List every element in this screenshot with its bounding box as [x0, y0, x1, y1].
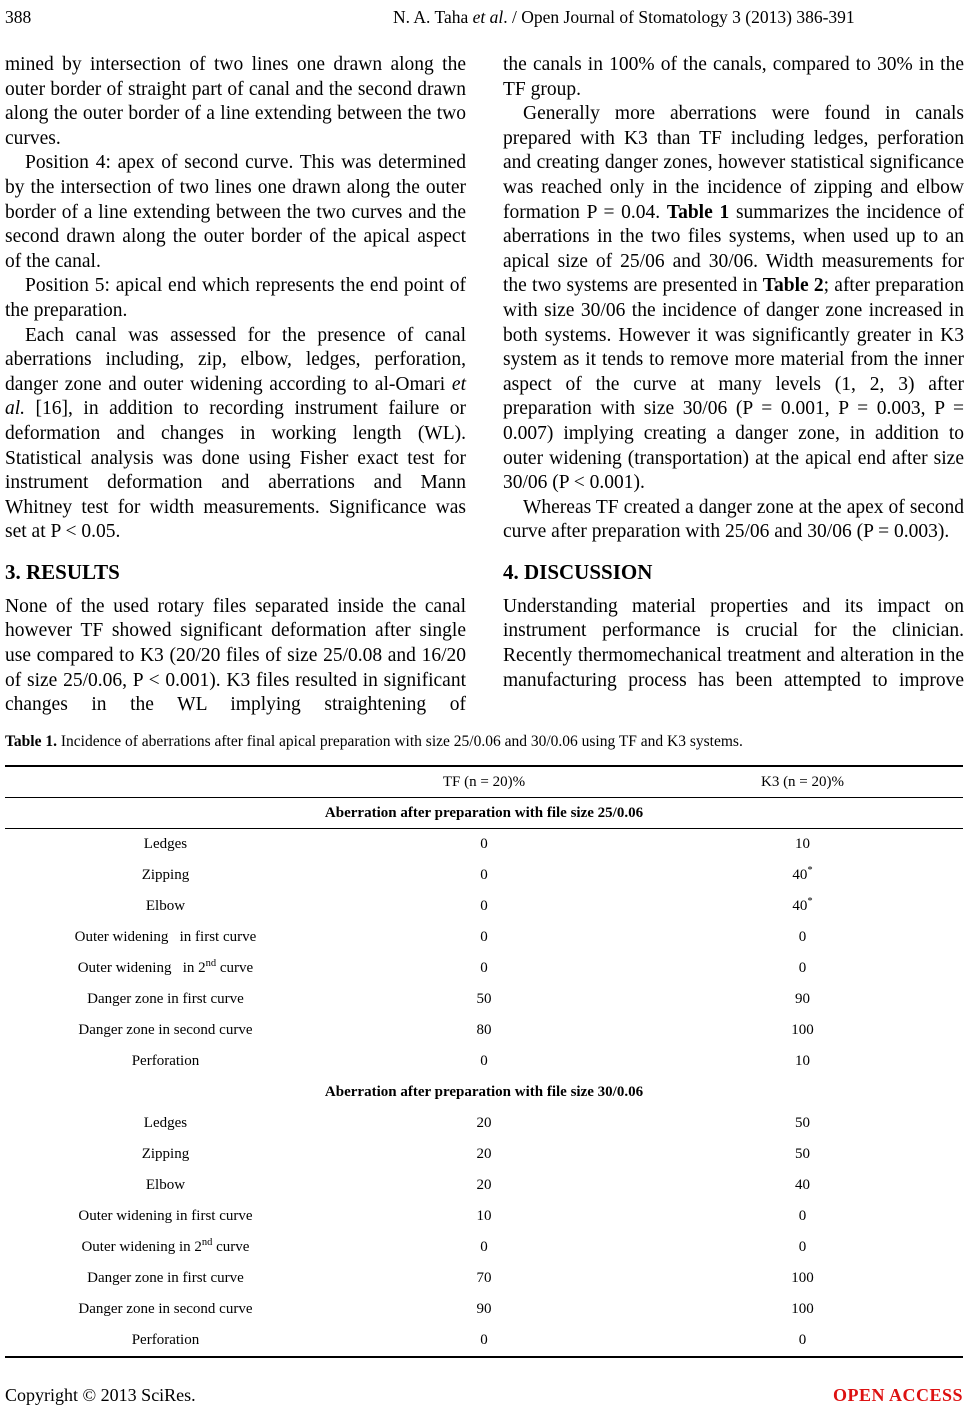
table-row: [5, 953, 963, 984]
k3-value: 0: [798, 1239, 807, 1255]
row-label: Zipping: [141, 867, 190, 883]
right-column: [503, 53, 964, 718]
table-row: [5, 984, 963, 1015]
tf-value: 0: [480, 898, 488, 914]
k3-value: 10: [795, 1053, 810, 1069]
paragraph: mined by intersection of two lines one drawn along the outer border of straight part of canal and the second drawn along the outer border of a line extending between the two curves.: [5, 54, 466, 149]
column-header-tf: TF (n = 20)%: [442, 773, 526, 790]
table-section-header-30: Aberration after preparation with file size 30/0.06: [324, 1084, 644, 1100]
paragraph: None of the used rotary files separated inside the canal however TF showed significant deformation after single use compared to K3 (20/20 files of size 25/0.08 and 16/20 of size 25/0.06, P < 0.001). K3 files resulted in significant changes in the WL implying straightening of: [5, 595, 466, 716]
table-1: [5, 765, 963, 1358]
k3-value: 100: [791, 1270, 814, 1286]
paragraph: the canals in 100% of the canals, compared to 30% in the TF group.: [503, 54, 964, 100]
page-number: 388: [5, 7, 32, 27]
row-label: Danger zone in second curve: [78, 1022, 253, 1038]
k3-value: 0: [798, 1208, 807, 1224]
k3-value: 0: [798, 960, 807, 976]
row-label: Danger zone in first curve: [87, 1270, 244, 1286]
copyright-notice: Copyright © 2013 SciRes.: [5, 1385, 196, 1405]
paragraph-text: ; after preparation with size 30/06 the incidence of danger zone increased in both systems. However it was significantly greater in K3 system as it tends to remove more material from the inner aspect of the curve at many levels (1, 2, 3) after preparation with size 30/06 (P = 0.001, P = 0.003, P = 0.007) implying creating a danger zone, in addition to outer widening (transportation) at the apical end after size 30/06 (P < 0.001).: [503, 275, 965, 494]
table1-reference: Table 1: [666, 201, 730, 223]
tf-value: 50: [476, 991, 492, 1007]
row-label: Ledges: [143, 836, 188, 852]
paragraph: Position 5: apical end which represents the end point of the preparation.: [5, 275, 466, 321]
table-row: [5, 1294, 963, 1325]
row-label: Outer widening in first curve: [78, 1208, 253, 1224]
running-head: [5, 7, 964, 31]
open-access-label: OPEN ACCESS: [832, 1385, 963, 1405]
tf-value: 90: [476, 1301, 492, 1317]
paragraph: Whereas TF created a danger zone at the apex of second curve after preparation with 25/06 and 30/06 (P = 0.003).: [503, 496, 964, 543]
table-row: [5, 922, 963, 953]
table-row: [5, 891, 963, 922]
tf-value: 20: [476, 1177, 492, 1193]
table-row: [5, 1139, 963, 1170]
table-row: [5, 1201, 963, 1232]
table-row: [5, 1108, 963, 1139]
ordinal-superscript: nd: [201, 1237, 213, 1248]
section-heading-results: 3. RESULTS: [5, 559, 120, 584]
left-column: [5, 53, 466, 718]
section-heading-discussion: 4. DISCUSSION: [503, 559, 653, 584]
table-row: [5, 1325, 963, 1356]
row-label: Outer widening in 2nd curve: [81, 1237, 250, 1255]
tf-value: 0: [480, 929, 488, 945]
row-label: Danger zone in second curve: [78, 1301, 253, 1317]
paragraph-text: summarizes the incidence of aberrations in the two files systems, when used up to an apical size of 25/06 and 30/06. Width measurements for the two systems are presented in: [503, 201, 964, 297]
tf-value: 20: [476, 1146, 492, 1162]
paragraph: Understanding material properties and its impact on instrument performance is crucial for the clinician. Recently thermomechanical treatment and alteration in the manufacturing process has been attempted to improve: [503, 595, 964, 691]
tf-value: 0: [480, 1053, 488, 1069]
table-1-block: [5, 732, 963, 1358]
tf-value: 0: [480, 960, 488, 976]
k3-value: 50: [795, 1146, 810, 1162]
running-head-title: [393, 7, 855, 28]
significance-asterisk: *: [807, 865, 813, 876]
paragraph: [5, 324, 466, 545]
k3-value: 50: [795, 1115, 810, 1131]
k3-value: 0: [798, 929, 807, 945]
table-row: [5, 860, 963, 891]
tf-value: 20: [476, 1115, 492, 1131]
row-label: Elbow: [145, 1177, 186, 1193]
table-row: [5, 1015, 963, 1046]
table-row: [5, 1263, 963, 1294]
etal-italic: et al.: [5, 373, 466, 420]
paragraph-text: Each canal was assessed for the presence of canal aberrations including, zip, elbow, ledges, perforation, danger zone and outer widening according to al-Omari: [5, 324, 466, 395]
row-label: Zipping: [141, 1146, 190, 1162]
row-label: Elbow: [145, 898, 186, 914]
table-column-header-row: [5, 767, 963, 798]
k3-value: 10: [795, 836, 810, 852]
k3-value: 40*: [792, 896, 813, 914]
body-columns: [5, 53, 964, 718]
tf-value: 10: [476, 1208, 492, 1224]
row-label: Perforation: [131, 1332, 200, 1348]
k3-value: 100: [791, 1301, 814, 1317]
k3-value: 90: [795, 991, 810, 1007]
column-header-k3: K3 (n = 20)%: [760, 773, 845, 790]
table-row: [5, 829, 963, 860]
row-label: Ledges: [143, 1115, 188, 1131]
tf-value: 70: [476, 1270, 492, 1286]
row-label: Outer widening in 2nd curve: [77, 958, 254, 976]
running-head-authors: N. A. Taha: [393, 7, 473, 27]
ordinal-superscript: nd: [205, 958, 217, 969]
paragraph: [503, 102, 964, 496]
paragraph-text: [16], in addition to recording instrument failure or deformation and changes in working length (WL). Statistical analysis was done using Fisher exact test for instrument deformation and aberrations and Mann Whitney test for width measurements. Significance was set at P < 0.05.: [5, 398, 466, 543]
k3-value: 40: [795, 1177, 810, 1193]
table-section-header-25: Aberration after preparation with file size 25/0.06: [5, 798, 963, 829]
tf-value: 0: [480, 1332, 488, 1348]
table2-reference: Table 2: [762, 275, 824, 297]
table-caption: [5, 732, 963, 752]
running-head-journal: . / Open Journal of Stomatology 3 (2013) 386-391: [503, 7, 855, 27]
table-row: [5, 1046, 963, 1077]
tf-value: 0: [480, 836, 488, 852]
significance-asterisk: *: [807, 896, 813, 907]
row-label: Perforation: [131, 1053, 200, 1069]
running-head-etal: et al: [472, 7, 504, 27]
k3-value: 0: [798, 1332, 807, 1348]
paragraph: Position 4: apex of second curve. This was determined by the intersection of two lines one drawn along the outer border of a line extending between the two curves and the second drawn along the outer border of the apical aspect of the canal.: [5, 152, 466, 272]
k3-value: 100: [791, 1022, 814, 1038]
table-caption-text: Incidence of aberrations after final apical preparation with size 25/0.06 and 30/0.06 using TF and K3 systems.: [56, 733, 743, 750]
row-label: Outer widening in first curve: [74, 929, 257, 945]
page-footer: [5, 1385, 963, 1406]
table-row: [5, 1170, 963, 1201]
table-row: [5, 1232, 963, 1263]
tf-value: 0: [480, 1239, 488, 1255]
tf-value: 80: [476, 1022, 492, 1038]
tf-value: 0: [480, 867, 488, 883]
paragraph-text: Generally more aberrations were found in canals prepared with K3 than TF including ledges, perforation and creating danger zones, however statistical significance was reached only in the incidence of zipping and elbow formation P = 0.04.: [503, 103, 964, 223]
row-label: Danger zone in first curve: [87, 991, 244, 1007]
k3-value: 40*: [792, 865, 813, 883]
table-caption-label: Table 1.: [5, 733, 57, 750]
